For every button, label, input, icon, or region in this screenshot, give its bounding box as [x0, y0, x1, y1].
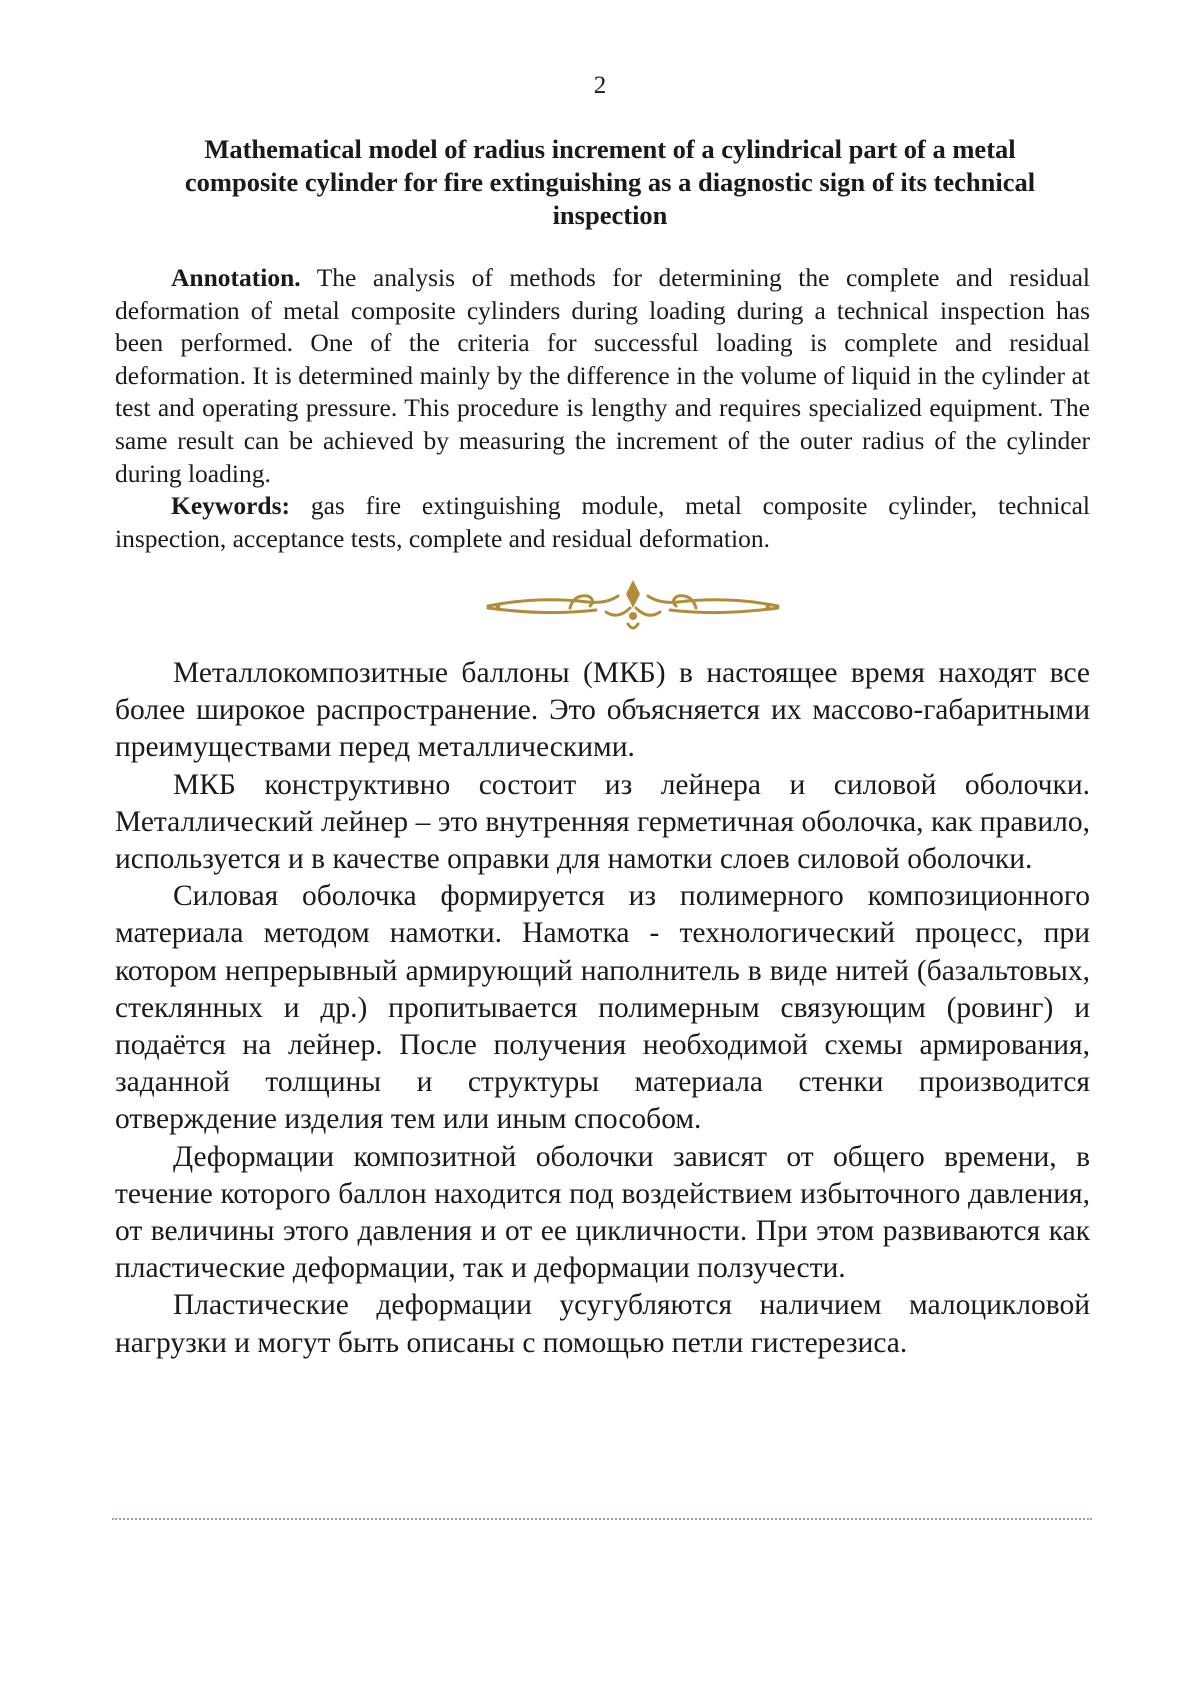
- keywords-text: gas fire extinguishing module, metal composite cylinder, technical inspection, acceptance tests, complete and residual deformation.: [115, 491, 1090, 553]
- title-line: inspection: [552, 200, 668, 230]
- annotation-paragraph: [115, 262, 1090, 490]
- page-number: 2: [593, 72, 607, 99]
- body-paragraph: Металлокомпозитные баллоны (МКБ) в настоящее время находят все более широкое распространение. Это объясняется их массово-габаритными преимуществами перед металлическими.: [115, 657, 1090, 764]
- abstract: [115, 262, 1090, 555]
- title-line: Mathematical model of radius increment of a cylindrical part of a metal: [204, 134, 1016, 164]
- keywords-paragraph: [115, 490, 1090, 555]
- article-body: [115, 655, 1090, 1362]
- body-paragraph: Силовая оболочка формируется из полимерного композиционного материала методом намотки. Намотка - технологический процесс, при котором непрерывный армирующий наполнитель в виде нитей (базальтовых, стеклянных и др.) пропитывается полимерным связующим (ровинг) и подаётся на лейнер. После получения необходимой схемы армирования, заданной толщины и структуры материала стенки производится отверждение изделия тем или иным способом.: [115, 880, 1090, 1136]
- title-line: composite cylinder for fire extinguishing as a diagnostic sign of its technical: [184, 167, 1036, 197]
- annotation-text: The analysis of methods for determining the complete and residual deformation of metal composite cylinders during loading during a technical inspection has been performed. One of the criteria for successful loading is complete and residual deformation. It is determined mainly by the difference in the volume of liquid in the cylinder at test and operating pressure. This procedure is lengthy and requires specialized equipment. The same result can be achieved by measuring the increment of the outer radius of the cylinder during loading.: [115, 263, 1090, 488]
- body-paragraph: Пластические деформации усугубляются наличием малоцикловой нагрузки и могут быть описаны с помощью петли гистерезиса.: [115, 1289, 1090, 1359]
- body-paragraph: Деформации композитной оболочки зависят от общего времени, в течение которого баллон находится под воздействием избыточного давления, от величины этого давления и от ее цикличности. При этом развиваются как пластические деформации, так и деформации ползучести.: [115, 1140, 1090, 1285]
- flourish-divider-icon: [478, 568, 788, 638]
- keywords-label: Keywords:: [171, 491, 290, 521]
- footer-divider: [112, 1518, 1092, 1520]
- annotation-label: Annotation.: [171, 263, 301, 292]
- paper-title: [140, 133, 1080, 232]
- body-paragraph: МКБ конструктивно состоит из лейнера и силовой оболочки. Металлический лейнер – это внутренняя герметичная оболочка, как правило, используется и в качестве оправки для намотки слоев силовой оболочки.: [115, 768, 1090, 876]
